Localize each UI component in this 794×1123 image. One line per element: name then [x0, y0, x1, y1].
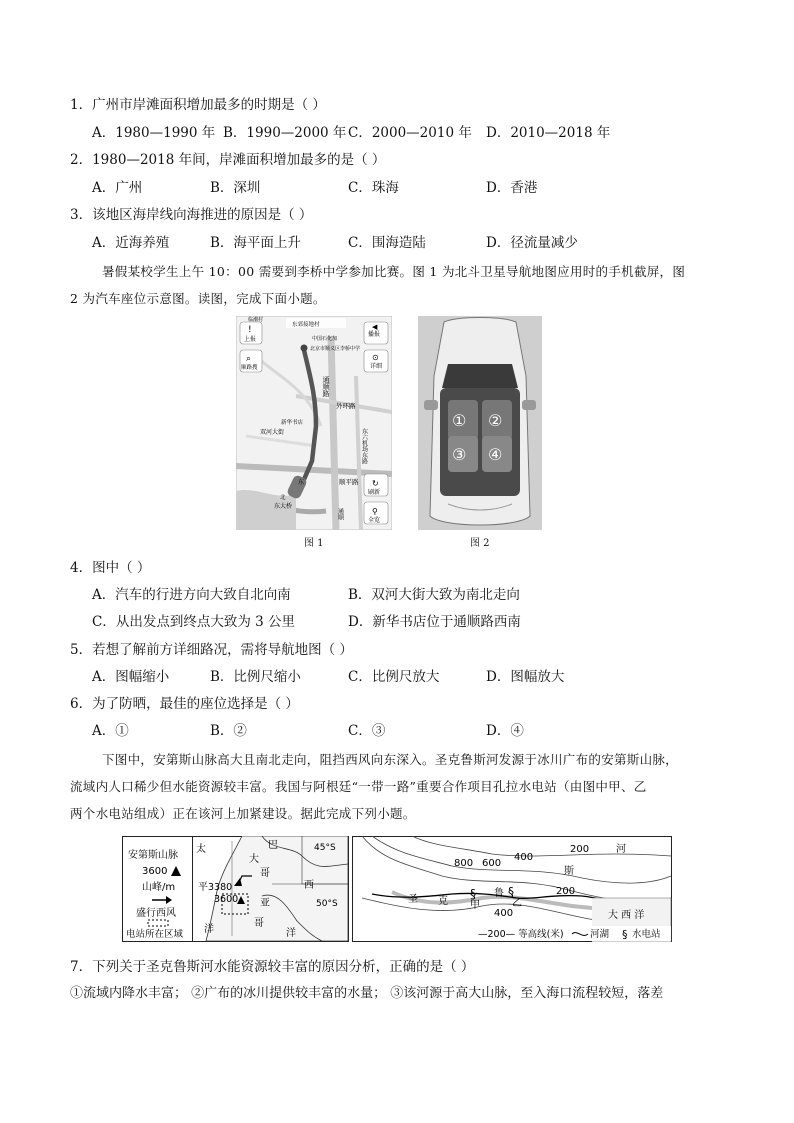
map-label-shuanghe-street: 双河大街	[260, 429, 285, 436]
q6-option-b[interactable]: B．②	[210, 723, 247, 739]
map-label-tong: 通顺	[336, 508, 344, 520]
intro-1-line-1: 暑假某校学生上午 10：00 需要到李桥中学参加比赛。图 1 为北斗卫星导航地图应用时的手机截屏，图	[102, 264, 686, 279]
map-label-lat-50: 50°S	[316, 899, 338, 909]
search-icon[interactable]: ⌕	[246, 354, 252, 364]
map-label-bookstore: 新华书店	[281, 420, 304, 426]
q1-option-a[interactable]: A．1980—1990 年	[92, 125, 216, 141]
map-label-sheng: 圣	[408, 894, 418, 905]
map-label-he: 河	[616, 844, 626, 855]
q5-option-d[interactable]: D．图幅放大	[486, 669, 565, 685]
contour-label-400b: 400	[494, 908, 514, 919]
q6-option-a[interactable]: A．①	[92, 723, 129, 739]
detail-button-label[interactable]: 详细	[370, 363, 383, 370]
question-2-stem: 2．1980—2018 年间，岸滩面积增加最多的是（ ）	[70, 152, 386, 168]
map-label-yi: 乙	[512, 898, 522, 909]
q6-option-c[interactable]: C．③	[348, 723, 386, 739]
legend-peak-value: 3600	[142, 866, 168, 877]
intro-2-line-1: 下图中，安第斯山脉高大且南北走向，阻挡西风向东深入。圣克鲁斯河发源于冰川广布的安第斯山脉，	[102, 752, 679, 767]
legend-peak-label: 山峰/m	[142, 882, 176, 893]
figure-2-car-seats	[418, 316, 542, 530]
map-label-airport-road: 东六机场东路	[360, 428, 368, 464]
map-label-outer-ring: 外环路	[336, 402, 356, 410]
map-label-lat-45: 45°S	[314, 843, 336, 853]
seat-1-label[interactable]: ①	[452, 411, 467, 430]
map-label-yang-2: 洋	[286, 928, 296, 939]
map-label-yang: 洋	[204, 924, 214, 935]
seat-4-label[interactable]: ④	[488, 445, 503, 464]
overview-button-label[interactable]: 全览	[368, 517, 381, 524]
q3-option-c[interactable]: C．围海造陆	[348, 235, 426, 251]
map-label-top-left: 临潮村	[248, 317, 264, 323]
hydro-station-jia-icon: §	[470, 887, 476, 901]
legend-hydro-label: 水电站	[632, 929, 661, 940]
map-label-destination: 北京市顺义区李桥中学	[310, 346, 361, 352]
hydro-station-yi-icon: §	[508, 885, 514, 899]
q5-option-a[interactable]: A．图幅缩小	[92, 669, 170, 685]
contour-label-600: 600	[482, 858, 502, 869]
map-label-east-bridge: 东大桥	[274, 503, 293, 510]
map-label-ke: 克	[438, 896, 448, 907]
question-6-stem: 6．为了防晒，最佳的座位选择是（ ）	[70, 696, 299, 712]
detail-icon[interactable]: ⊙	[372, 353, 379, 362]
legend-andes-label: 安第斯山脉	[128, 850, 178, 861]
seat-2-label[interactable]: ②	[488, 411, 503, 430]
hydro-station-icon: §	[622, 928, 628, 941]
map-label-top-bar: 东郊接地村	[292, 322, 320, 328]
q3-option-a[interactable]: A．近海养殖	[92, 235, 170, 251]
speaker-button-label[interactable]: 播报	[368, 331, 381, 338]
map-label-da: 大	[249, 854, 259, 865]
q2-option-c[interactable]: C．珠海	[348, 180, 399, 196]
q1-option-d[interactable]: D．2010—2018 年	[486, 125, 611, 141]
navigation-map-svg	[236, 316, 392, 530]
question-1-stem: 1．广州市岸滩面积增加最多的时期是（ ）	[70, 97, 326, 113]
refresh-icon[interactable]: ↻	[372, 479, 379, 488]
map-label-tongshun-road: 通顺路	[322, 376, 330, 397]
intro-2-line-2: 流域内人口稀少但水能资源较丰富。我国与阿根廷“一带一路”重要合作项目孔拉水电站（由图中甲、乙	[70, 779, 647, 794]
map-label-west: 西	[304, 880, 314, 891]
map-label-dest-2: 中国石化加	[312, 336, 338, 342]
search-along-button-label[interactable]: 顺路搜	[241, 365, 258, 371]
contour-label-800: 800	[454, 858, 474, 869]
question-5-stem: 5．若想了解前方详细路况，需将导航地图（ ）	[70, 642, 353, 658]
map-label-shunping-road: 顺平路	[339, 478, 359, 486]
legend-station-area-label: 电站所在区域	[126, 929, 184, 940]
speaker-icon[interactable]: ◀	[372, 323, 378, 331]
question-7-statements: ①流域内降水丰富； ②广布的冰川提供较丰富的水量； ③该河源于高大山脉，至入海口流程较短，落差	[70, 986, 664, 1001]
report-icon[interactable]: !	[248, 325, 252, 335]
q2-option-d[interactable]: D．香港	[486, 180, 538, 196]
map-label-ge-2: 哥	[254, 918, 264, 929]
q1-option-c[interactable]: C．2000—2010 年	[348, 125, 472, 141]
report-button-label[interactable]: 上报	[244, 336, 257, 343]
q4-option-a[interactable]: A．汽车的行进方向大致自北向南	[92, 587, 291, 603]
q6-option-d[interactable]: D．④	[486, 723, 524, 739]
car-seats-svg	[418, 316, 542, 530]
map-label-3380: 3380	[208, 882, 233, 893]
figure-2-caption: 图 2	[470, 538, 490, 549]
map-label-ping: 平	[198, 882, 208, 893]
figure-1-caption: 图 1	[304, 538, 324, 549]
figure-3-river-maps	[122, 836, 672, 942]
map-label-ge: 哥	[260, 868, 270, 879]
intro-2-line-3: 两个水电站组成）正在该河上加紧建设。据此完成下列小题。	[70, 806, 416, 821]
contour-label-400a: 400	[514, 852, 534, 863]
map-label-lu: 鲁	[494, 888, 504, 899]
q3-option-b[interactable]: B．海平面上升	[210, 235, 301, 251]
q4-option-d[interactable]: D．新华书店位于通顺路西南	[348, 614, 521, 630]
q4-option-b[interactable]: B．双河大街大致为南北走向	[348, 587, 520, 603]
q2-option-a[interactable]: A．广州	[92, 180, 143, 196]
q3-option-d[interactable]: D．径流量减少	[486, 235, 578, 251]
map-label-3600: 3600	[214, 894, 239, 905]
map-label-atlantic: 大 西 洋	[608, 910, 645, 921]
question-4-stem: 4．图中（ ）	[70, 560, 151, 576]
refresh-button-label[interactable]: 刷新	[368, 489, 381, 496]
map-label-ba: 巴	[268, 840, 278, 851]
intro-paragraph-2	[70, 746, 730, 827]
map-label-bei: 北	[280, 495, 286, 501]
legend-westerly-label: 盛行西风	[136, 908, 176, 919]
overview-icon[interactable]: ⚲	[372, 507, 378, 516]
legend-river-label: 河湖	[590, 929, 610, 940]
map-label-si: 斯	[564, 866, 574, 877]
map-label-dong: 东	[298, 479, 305, 486]
figure-1-navigation-map	[236, 316, 392, 530]
contour-label-200a: 200	[570, 844, 590, 855]
legend-contour-label: —200— 等高线(米)	[478, 929, 564, 940]
map-label-ya: 亚	[260, 898, 270, 909]
intro-1-line-2: 2 为汽车座位示意图。读图，完成下面小题。	[70, 291, 326, 306]
q4-option-c[interactable]: C．从出发点到终点大致为 3 公里	[92, 614, 296, 630]
question-3-stem: 3．该地区海岸线向海推进的原因是（ ）	[70, 207, 313, 223]
seat-3-label[interactable]: ③	[452, 445, 467, 464]
q1-option-b[interactable]: B．1990—2000 年	[223, 125, 347, 141]
q5-option-b[interactable]: B．比例尺缩小	[210, 669, 301, 685]
map-label-jia: 甲	[470, 900, 480, 911]
river-maps-svg	[122, 836, 672, 942]
map-label-tai: 太	[196, 844, 206, 855]
q2-option-b[interactable]: B．深圳	[210, 180, 261, 196]
question-7-stem: 7．下列关于圣克鲁斯河水能资源较丰富的原因分析，正确的是（ ）	[70, 959, 475, 975]
intro-paragraph-1	[70, 258, 730, 312]
q5-option-c[interactable]: C．比例尺放大	[348, 669, 440, 685]
contour-label-200b: 200	[556, 886, 576, 897]
